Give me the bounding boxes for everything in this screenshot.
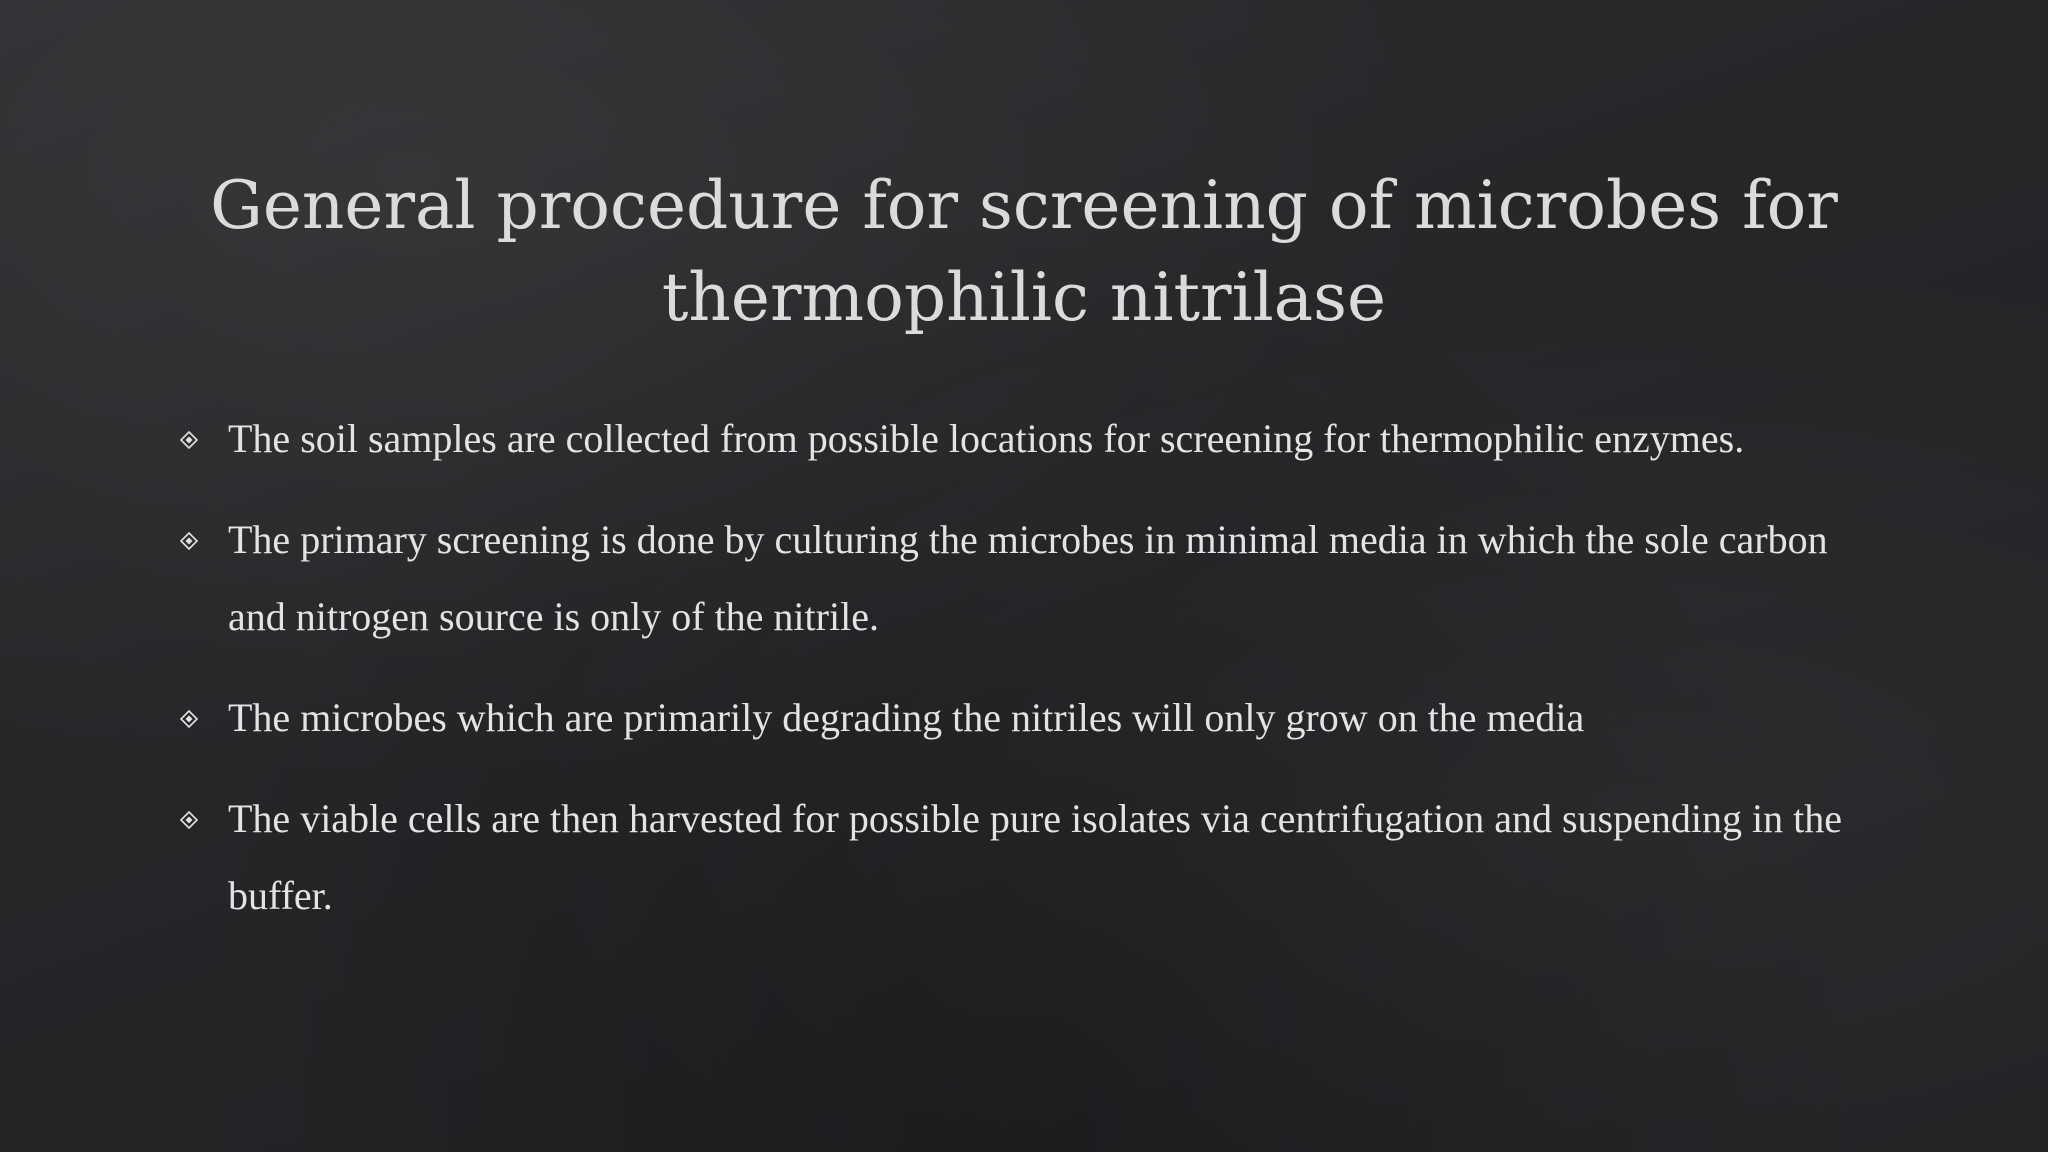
bullet-text: The viable cells are then harvested for possible pure isolates via centrifugation and suspending in the buffer. [228, 796, 1842, 918]
bullet-text: The soil samples are collected from possible locations for screening for thermophilic enzymes. [228, 416, 1745, 461]
bullet-item [174, 501, 1874, 655]
diamond-bullet-icon [180, 532, 198, 550]
diamond-bullet-icon [180, 431, 198, 449]
diamond-bullet-icon [180, 710, 198, 728]
bullet-item [174, 679, 1874, 756]
bullet-item [174, 400, 1874, 477]
slide-title: General procedure for screening of microbes for thermophilic nitrilase [210, 167, 1838, 336]
bullet-text: The primary screening is done by culturing the microbes in minimal media in which the sole carbon and nitrogen source is only of the nitrile. [228, 517, 1828, 639]
diamond-bullet-icon [180, 811, 198, 829]
bullet-text: The microbes which are primarily degrading the nitriles will only grow on the media [228, 695, 1585, 740]
bullet-item [174, 780, 1874, 934]
bullet-list [174, 400, 1874, 958]
